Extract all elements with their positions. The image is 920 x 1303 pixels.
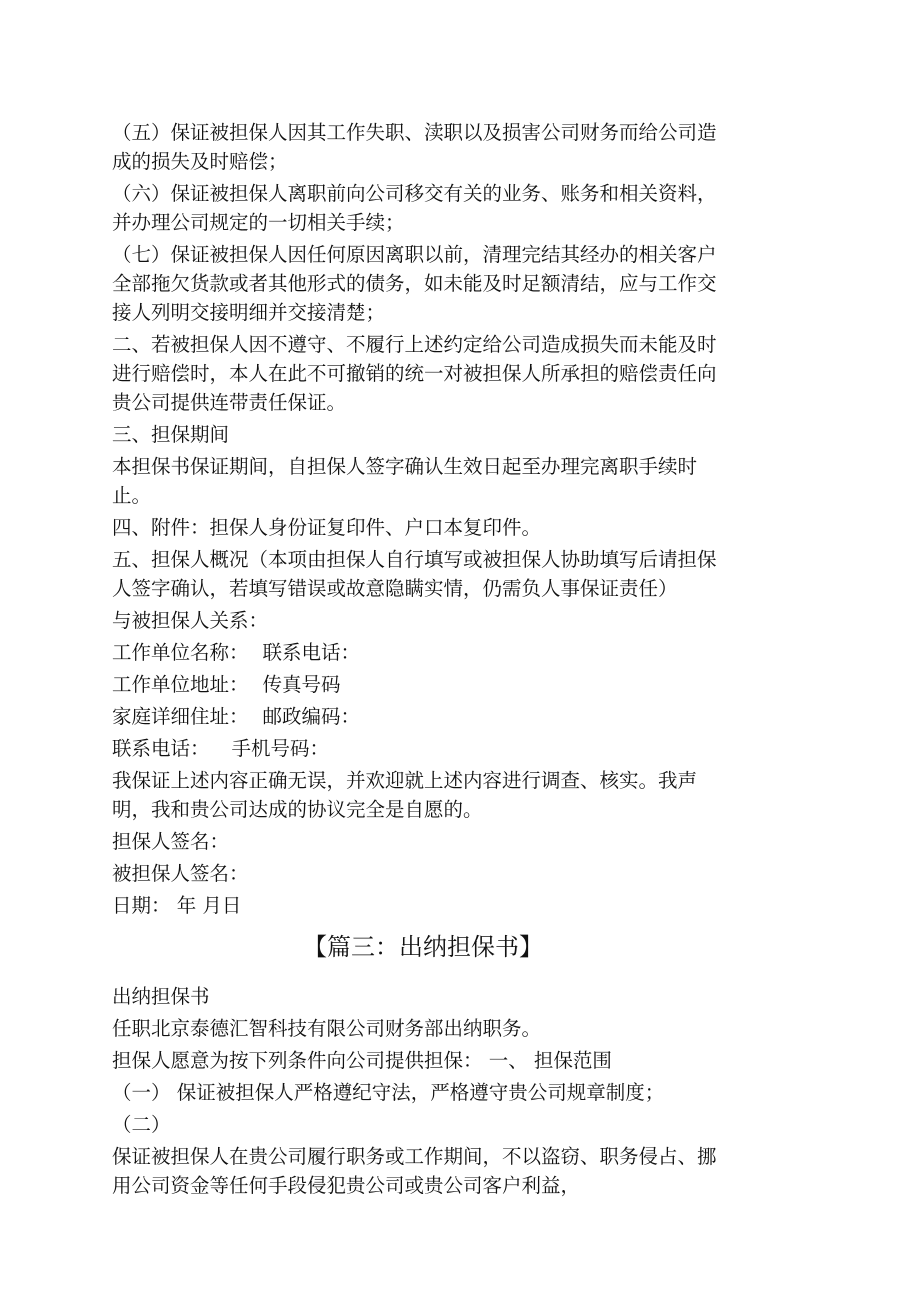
- form-label-postal-code: 邮政编码：: [262, 705, 361, 728]
- form-label-phone: 联系电话：: [112, 737, 210, 760]
- date-line: 日期： 年 月日: [112, 894, 242, 917]
- cashier-guarantee-title: 出纳担保书: [112, 985, 210, 1008]
- form-label-fax: 传真号码: [262, 673, 341, 696]
- section-four-attachments: 四、附件：担保人身份证复印件、户口本复印件。: [112, 516, 542, 539]
- scope-item-2-text: 保证被担保人在贵公司履行职务或工作期间，不以盗窃、职务侵占、挪用公司资金等任何手段侵犯贵公司或贵公司客户利益，: [112, 1145, 717, 1197]
- form-line-phone: [112, 734, 734, 763]
- declaration: 我保证上述内容正确无误，并欢迎就上述内容进行调查、核实。我声明，我和贵公司达成的协议完全是自愿的。: [112, 769, 698, 821]
- document-body: [112, 118, 734, 1203]
- section-three-title: 三、担保期间: [112, 423, 230, 446]
- relationship-field: 与被担保人关系：: [112, 609, 269, 632]
- clause-7: （七）保证被担保人因任何原因离职以前，清理完结其经办的相关客户全部拖欠货款或者其他形式的债务，如未能及时足额清结，应与工作交接人列明交接明细并交接清楚；: [112, 243, 717, 324]
- form-label-mobile: 手机号码：: [231, 737, 330, 760]
- scope-item-2-label: （二）: [112, 1113, 171, 1136]
- section-two: 二、若被担保人因不遵守、不履行上述约定给公司造成损失而未能及时进行赔偿时，本人在此不可撤销的统一对被担保人所承担的赔偿责任向贵公司提供连带责任保证。: [112, 333, 717, 414]
- form-label-work-unit-name: 工作单位名称：: [112, 641, 249, 664]
- form-label-work-unit-address: 工作单位地址：: [112, 673, 249, 696]
- form-label-contact-phone: 联系电话：: [262, 641, 361, 664]
- guaranteed-signature: 被担保人签名：: [112, 862, 249, 885]
- guarantee-scope-line: 担保人愿意为按下列条件向公司提供担保： 一、 担保范围: [112, 1049, 612, 1072]
- position-line: 任职北京泰德汇智科技有限公司财务部出纳职务。: [112, 1017, 542, 1040]
- form-label-home-address: 家庭详细住址：: [112, 705, 249, 728]
- form-line-work-unit-name: [112, 638, 734, 667]
- guarantee-period: 本担保书保证期间，自担保人签字确认生效日起至办理完离职手续时止。: [112, 455, 698, 507]
- form-line-work-unit-address: [112, 670, 734, 699]
- guarantor-signature: 担保人签名：: [112, 830, 230, 853]
- section-heading: 【篇三：出纳担保书】: [303, 933, 543, 961]
- form-line-home-address: [112, 702, 734, 731]
- clause-6: （六）保证被担保人离职前向公司移交有关的业务、账务和相关资料，并办理公司规定的一切相关手续；: [112, 182, 717, 234]
- clause-5: （五）保证被担保人因其工作失职、渎职以及损害公司财务而给公司造成的损失及时赔偿；: [112, 121, 717, 173]
- scope-item-1: （一） 保证被担保人严格遵纪守法，严格遵守贵公司规章制度；: [112, 1081, 665, 1104]
- section-five-overview: 五、担保人概况（本项由担保人自行填写或被担保人协助填写后请担保人签字确认，若填写错误或故意隐瞒实情，仍需负人事保证责任）: [112, 548, 717, 600]
